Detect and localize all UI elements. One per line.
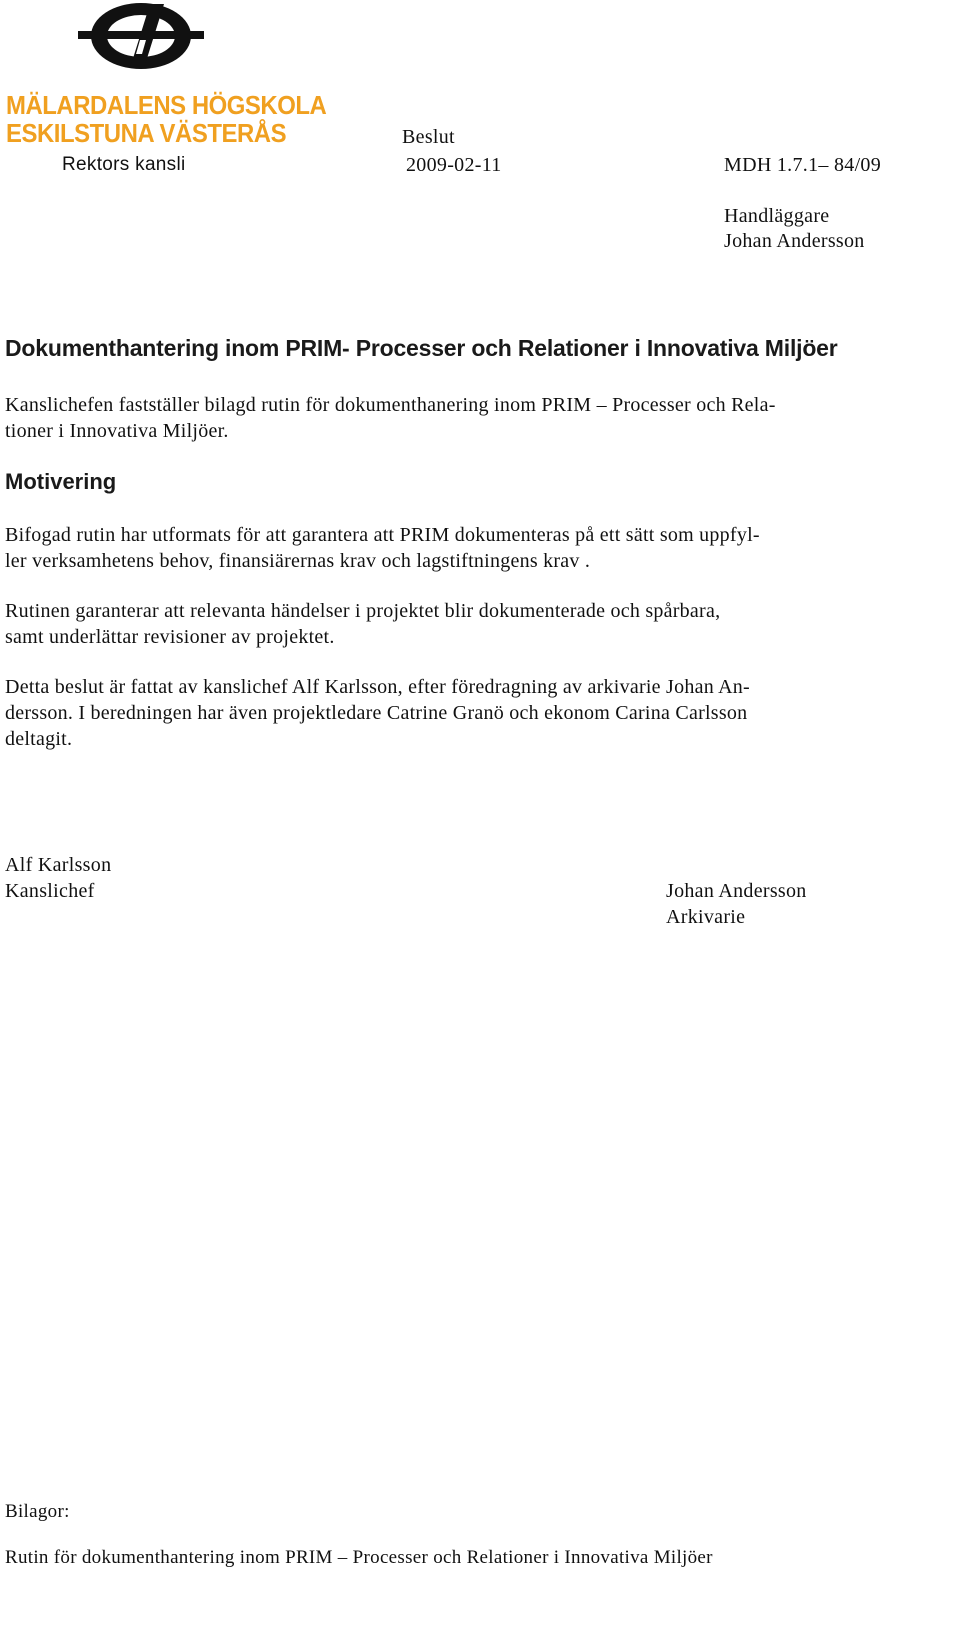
document-date: 2009-02-11 [406,154,502,176]
signature-left [5,852,111,904]
signatory-title: Kanslichef [5,880,95,902]
section-heading-motivering: Motivering [5,469,117,494]
handler-label: Handläggare [724,205,830,227]
motivation-paragraph-1 [5,522,935,574]
attachments-label: Bilagor: [5,1501,70,1522]
document-type: Beslut [402,126,455,148]
intro-paragraph [5,392,935,444]
logo-text-line-1: MÄLARDALENS HÖGSKOLA [6,90,327,120]
intro-line: Kanslichefen fastställer bilagd rutin för dokumenthanering inom PRIM – Processer och Rela- [5,394,776,416]
section-heading-block [5,469,116,495]
reference-number: MDH 1.7.1– 84/09 [724,154,882,176]
paragraph-line: Detta beslut är fattat av kanslichef Alf Karlsson, efter föredragning av arkivarie Johan An- [5,676,750,698]
logo-emblem-icon [78,0,204,72]
page-title: Dokumenthantering inom PRIM- Processer och Relationer i Innovativa Miljöer [5,335,838,361]
signatory-name: Alf Karlsson [5,854,112,876]
attachment-item: Rutin för dokumenthantering inom PRIM – Processer och Relationer i Innovativa Miljöer [5,1547,713,1568]
intro-line: tioner i Innovativa Miljöer. [5,420,229,442]
motivation-paragraph-3 [5,674,935,752]
logo-text-line-2: ESKILSTUNA VÄSTERÅS [6,118,287,148]
paragraph-line: dersson. I beredningen har även projektledare Catrine Granö och ekonom Carina Carlsson [5,702,748,724]
paragraph-line: Bifogad rutin har utformats för att garantera att PRIM dokumenteras på ett sätt som uppfyl- [5,524,760,546]
handler-name: Johan Andersson [724,230,865,252]
paragraph-line: Rutinen garanterar att relevanta händelser i projektet blir dokumenterade och spårbara, [5,600,721,622]
signature-right [666,878,807,930]
signatory-title: Arkivarie [666,906,746,928]
signatory-name: Johan Andersson [666,880,807,902]
university-logo [4,0,327,152]
paragraph-line: samt underlättar revisioner av projektet. [5,626,335,648]
paragraph-line: deltagit. [5,728,73,750]
department: Rektors kansli [62,154,186,175]
page-title-block [5,335,838,362]
motivation-paragraph-2 [5,598,935,650]
paragraph-line: ler verksamhetens behov, finansiärernas krav och lagstiftningens krav . [5,550,591,572]
